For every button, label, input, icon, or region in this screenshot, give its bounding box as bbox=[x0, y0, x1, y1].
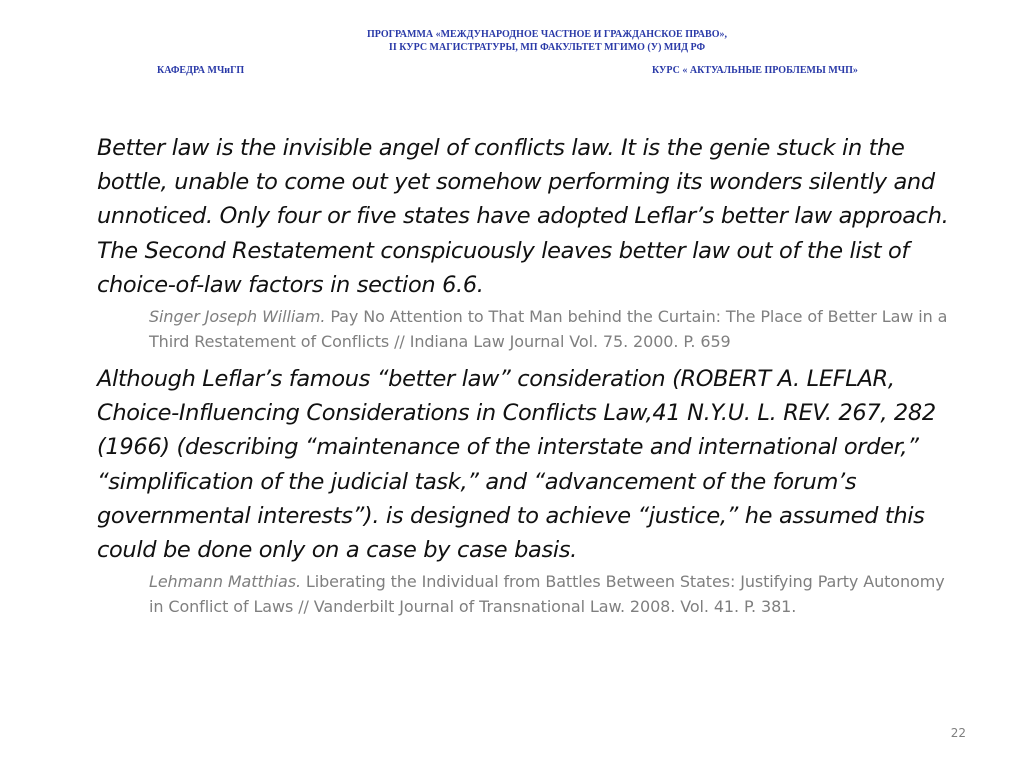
program-title-line-1: ПРОГРАММА «МЕЖДУНАРОДНОЕ ЧАСТНОЕ И ГРАЖДАНСКОЕ ПРАВО», bbox=[367, 29, 727, 40]
program-title bbox=[0, 28, 1024, 54]
citation-1-author: Singer Joseph William. bbox=[149, 307, 326, 327]
header-meta-row bbox=[0, 65, 1024, 79]
slide-header bbox=[0, 28, 1024, 76]
page-number: 22 bbox=[950, 726, 966, 740]
program-title-line-2: II КУРС МАГИСТРАТУРЫ, МП ФАКУЛЬТЕТ МГИМО (У) МИД РФ bbox=[388, 42, 706, 53]
department-label: КАФЕДРА МЧиГП bbox=[157, 65, 245, 76]
citation-2-text: Liberating the Individual from Battles Between States: Justifying Party Autonomy in Conflict of Laws // Vanderbilt Journal of Transnational Law. 2008. Vol. 41. P. 381. bbox=[149, 572, 945, 617]
slide-content bbox=[97, 131, 977, 619]
quote-1: Better law is the invisible angel of conflicts law. It is the genie stuck in the bottle, unable to come out yet somehow performing its wonders silently and unnoticed. Only four or five states have adopted Leflar’s better law approach. The Second Restatement conspicuously leaves better law out of the list of choice-of-law factors in section 6.6. bbox=[97, 135, 949, 298]
citation-1-text: Pay No Attention to That Man behind the Curtain: The Place of Better Law in a Third Restatement of Conflicts // Indiana Law Journal Vol. 75. 2000. P. 659 bbox=[149, 307, 948, 352]
quote-2: Although Leflar’s famous “better law” consideration (ROBERT A. LEFLAR, Choice-Influencing Considerations in Conflicts Law,41 N.Y.U. L. REV. 267, 282 (1966) (describing “maintenance of the interstate and international order,” “simplification of the judicial task,” and “advancement of the forum’s governmental interests”). is designed to achieve “justice,” he assumed this could be done only on a case by case basis. bbox=[97, 366, 936, 564]
citation-1 bbox=[149, 304, 949, 354]
citation-2 bbox=[149, 569, 949, 619]
citation-2-author: Lehmann Matthias. bbox=[149, 572, 301, 592]
course-label: КУРС « АКТУАЛЬНЫЕ ПРОБЛЕМЫ МЧП» bbox=[652, 65, 858, 76]
